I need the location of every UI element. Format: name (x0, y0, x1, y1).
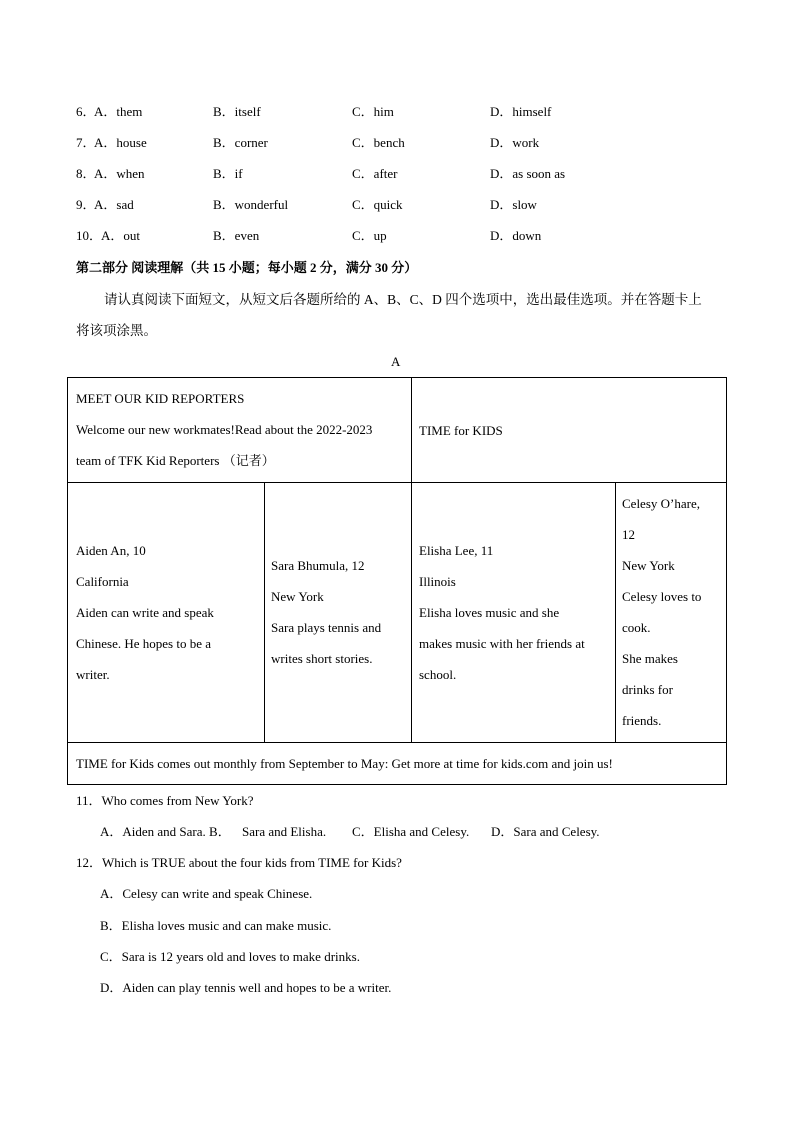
option-c: C．bench (352, 135, 405, 150)
option-b: B．itself (213, 104, 261, 119)
kid-name: Aiden An, 10 (76, 543, 146, 558)
passage-label: A (391, 354, 401, 369)
option-b: B．wonderful (213, 197, 289, 212)
option-a: A．house (94, 135, 147, 150)
header-intro-cell (76, 383, 406, 476)
q11-option-d: D．Sara and Celesy. (491, 824, 600, 839)
kid-state: California (76, 574, 129, 589)
instruction-line-1: 请认真阅读下面短文，从短文后各题所给的 A、B、C、D 四个选项中，选出最佳选项。并在答题卡上 (104, 292, 702, 307)
kid-desc: writer. (76, 667, 110, 682)
option-c: C．up (352, 228, 387, 243)
option-a: A．out (101, 228, 141, 243)
kid-name: Celesy O’hare, (622, 496, 700, 511)
kid-desc: She makes (622, 651, 678, 666)
kid-cell-sara (271, 550, 409, 674)
reporters-table (67, 377, 727, 785)
kid-desc: drinks for (622, 682, 673, 697)
footer-text: TIME for Kids comes out monthly from September to May: Get more at time for kids.com and join us! (76, 756, 613, 771)
q11-option-c: C．Elisha and Celesy. (352, 824, 470, 839)
option-c: C．him (352, 104, 394, 119)
kid-desc: makes music with her friends at (419, 636, 585, 651)
option-d: D．slow (490, 197, 537, 212)
option-a: A．when (94, 166, 145, 181)
q12-option-a: A．Celesy can write and speak Chinese. (100, 886, 313, 901)
table-divider (411, 378, 412, 742)
option-b: B．corner (213, 135, 268, 150)
option-d: D．work (490, 135, 540, 150)
kid-desc: writes short stories. (271, 651, 373, 666)
kid-desc: Chinese. He hopes to be a (76, 636, 212, 651)
option-b: B．even (213, 228, 260, 243)
kid-name: Elisha Lee, 11 (419, 543, 494, 558)
instruction-line-2: 将该项涂黑。 (76, 323, 157, 338)
q11-option-b: Sara and Elisha. (242, 824, 327, 839)
question-number: 10． (76, 228, 103, 243)
q11-option-a: A．Aiden and Sara. B． (100, 824, 231, 839)
q12-option-c: C．Sara is 12 years old and loves to make drinks. (100, 949, 360, 964)
option-d: D．down (490, 228, 542, 243)
kid-desc: school. (419, 667, 457, 682)
option-d: D．as soon as (490, 166, 566, 181)
question-11-stem: 11．Who comes from New York? (76, 793, 254, 808)
brand-name: TIME for KIDS (419, 423, 503, 438)
kid-age: 12 (622, 527, 635, 542)
kid-cell-elisha (419, 535, 613, 690)
question-number: 9． (76, 197, 96, 212)
header-line: Welcome our new workmates!Read about the 2022-2023 (76, 422, 373, 437)
kid-desc: Elisha loves music and she (419, 605, 560, 620)
option-b: B．if (213, 166, 243, 181)
table-divider (615, 482, 616, 742)
question-number: 6． (76, 104, 96, 119)
question-number: 7． (76, 135, 96, 150)
kid-name: Sara Bhumula, 12 (271, 558, 365, 573)
option-d: D．himself (490, 104, 552, 119)
table-divider (68, 742, 726, 743)
table-footer (76, 748, 721, 779)
question-12-stem: 12．Which is TRUE about the four kids from TIME for Kids? (76, 855, 402, 870)
kid-cell-aiden (76, 535, 262, 690)
option-a: A．them (94, 104, 143, 119)
kid-desc: Aiden can write and speak (76, 605, 214, 620)
option-a: A．sad (94, 197, 134, 212)
header-brand-cell (419, 415, 719, 446)
q12-option-d: D．Aiden can play tennis well and hopes to be a writer. (100, 980, 392, 995)
kid-desc: cook. (622, 620, 651, 635)
kid-desc: friends. (622, 713, 662, 728)
kid-cell-celesy (622, 488, 724, 736)
kid-state: Illinois (419, 574, 456, 589)
section-title: 第二部分 阅读理解（共 15 小题；每小题 2 分，满分 30 分） (76, 260, 418, 275)
option-c: C．quick (352, 197, 403, 212)
header-title: MEET OUR KID REPORTERS (76, 391, 245, 406)
option-c: C．after (352, 166, 398, 181)
kid-desc: Celesy loves to (622, 589, 702, 604)
kid-state: New York (622, 558, 675, 573)
kid-state: New York (271, 589, 324, 604)
kid-desc: Sara plays tennis and (271, 620, 382, 635)
header-line: team of TFK Kid Reporters （记者） (76, 453, 275, 468)
table-divider (264, 482, 265, 742)
question-number: 8． (76, 166, 96, 181)
table-divider (68, 482, 726, 483)
q12-option-b: B．Elisha loves music and can make music. (100, 918, 332, 933)
